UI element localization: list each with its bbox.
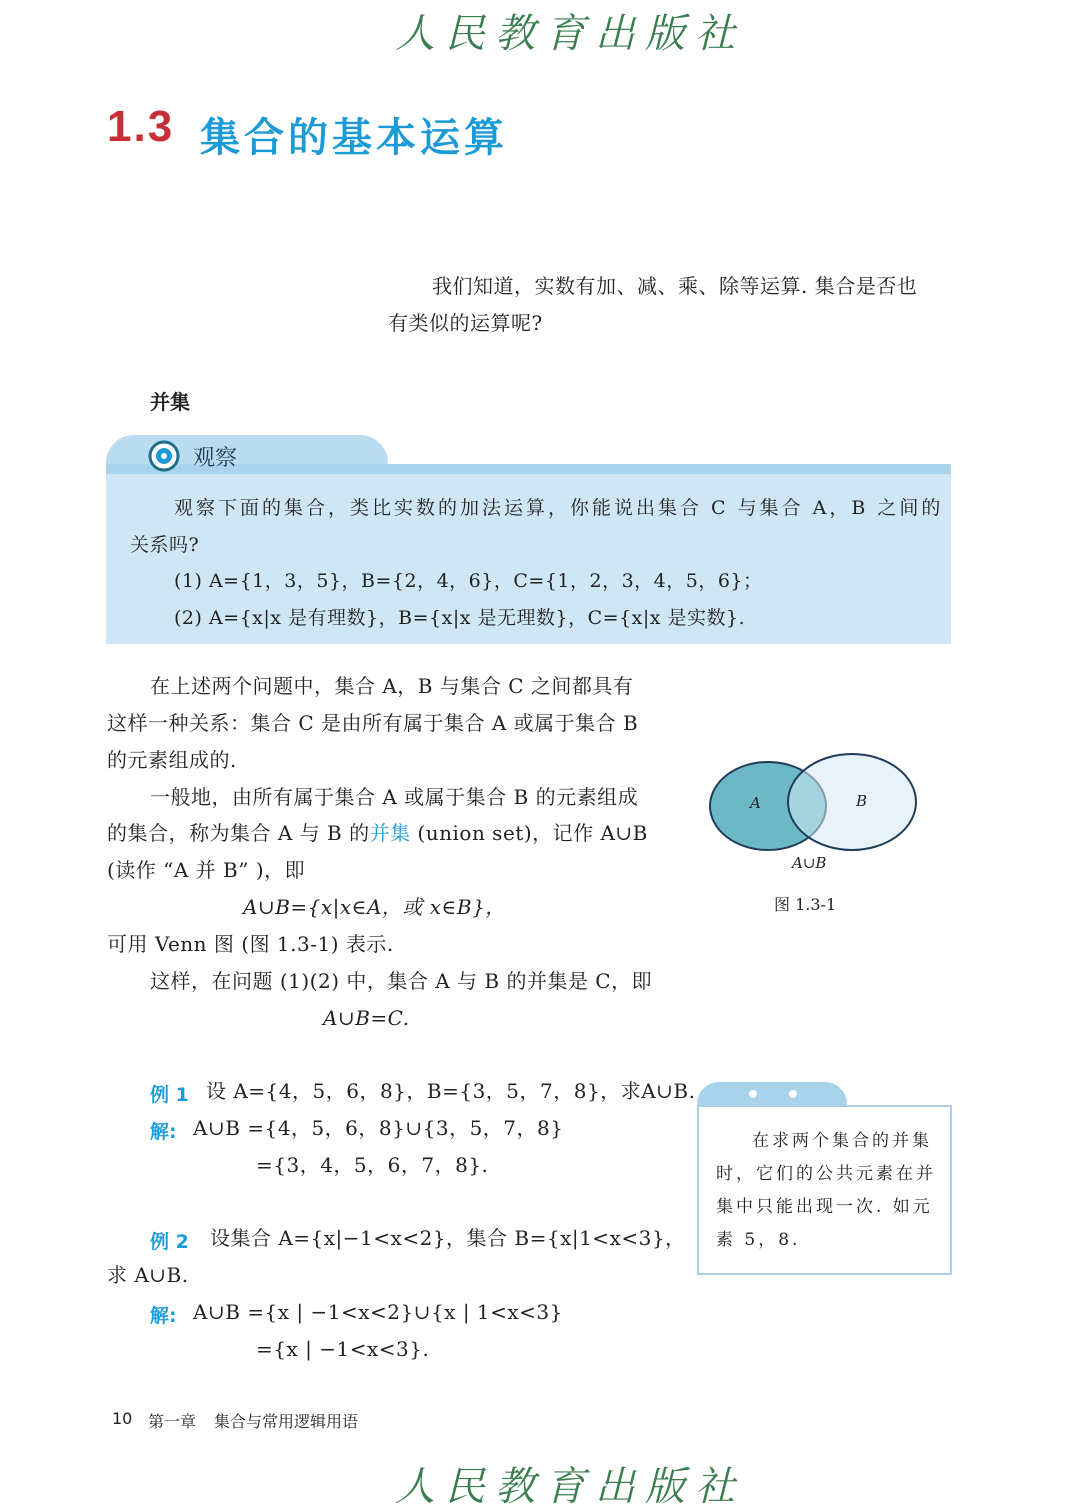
body-p2-line-2-a: 的集合，称为集合 A 与 B 的 [107, 821, 370, 845]
union-definition-formula: A∪B={x|x∈A，或 x∈B}， [243, 895, 506, 919]
example-2-solution-label: 解: [150, 1305, 177, 1327]
example-2-solution-line-2: ={x | −1<x<3}. [256, 1337, 430, 1361]
note-line-3: 集中只能出现一次. 如元 [716, 1197, 933, 1217]
venn-union-label: A∪B [792, 854, 827, 872]
note-line-2: 时，它们的公共元素在并 [716, 1164, 936, 1184]
target-icon [148, 440, 180, 472]
intro-line-1: 我们知道，实数有加、减、乘、除等运算. 集合是否也 [432, 274, 918, 298]
union-result-formula: A∪B=C. [323, 1006, 410, 1030]
note-dot-icon [789, 1090, 797, 1098]
example-1-question: 设 A={4，5，6，8}，B={3，5，7，8}，求A∪B. [206, 1079, 696, 1103]
observe-line-1: 观察下面的集合，类比实数的加法运算，你能说出集合 C 与集合 A，B 之间的 [174, 497, 944, 519]
venn-diagram [700, 740, 930, 880]
example-2-solution-line-1: A∪B ={x | −1<x<2}∪{x | 1<x<3} [193, 1300, 563, 1324]
note-dot-icon [749, 1090, 757, 1098]
example-1-solution-line-2: ={3，4，5，6，7，8}. [256, 1153, 489, 1177]
example-1-label: 例 1 [150, 1084, 189, 1106]
section-title: 集合的基本运算 [200, 115, 508, 161]
publisher-watermark-bottom: 人民教育出版社 [395, 1464, 745, 1510]
body-p3: 可用 Venn 图 (图 1.3-1) 表示. [107, 932, 394, 956]
body-p1-line-2: 这样一种关系：集合 C 是由所有属于集合 A 或属于集合 B [107, 711, 639, 735]
observe-item-1: (1) A={1，3，5}，B={2，4，6}，C={1，2，3，4，5，6}； [174, 570, 763, 592]
body-p2-line-2 [107, 815, 648, 852]
body-p2-line-2-b: (union set)，记作 A∪B [410, 821, 648, 845]
body-p2-line-3: (读作 “A 并 B” )，即 [107, 858, 306, 882]
example-1-solution-line-1: A∪B ={4，5，6，8}∪{3，5，7，8} [193, 1116, 564, 1140]
observe-item-2: (2) A={x|x 是有理数}，B={x|x 是无理数}，C={x|x 是实数}. [174, 607, 746, 629]
example-2-question: 设集合 A={x|−1<x<2}，集合 B={x|1<x<3}， [210, 1226, 686, 1250]
chapter-title: 集合与常用逻辑用语 [214, 1412, 359, 1431]
example-2-label: 例 2 [150, 1231, 189, 1253]
venn-set-b [788, 754, 916, 850]
page-number: 10 [112, 1409, 133, 1428]
subsection-heading: 并集 [150, 390, 190, 414]
section-number: 1.3 [107, 102, 175, 151]
body-p4: 这样，在问题 (1)(2) 中，集合 A 与 B 的并集是 C，即 [150, 969, 653, 993]
body-p1-line-1: 在上述两个问题中，集合 A，B 与集合 C 之间都具有 [150, 674, 634, 698]
union-term: 并集 [369, 821, 411, 845]
body-p1-line-3: 的元素组成的. [107, 748, 237, 772]
note-line-4: 素 5，8. [716, 1230, 801, 1250]
figure-caption: 图 1.3-1 [774, 895, 837, 914]
note-line-1: 在求两个集合的并集 [752, 1131, 932, 1151]
example-2-question-line-2: 求 A∪B. [107, 1263, 189, 1287]
chapter-label: 第一章 [148, 1412, 197, 1431]
observe-line-2: 关系吗? [130, 534, 200, 556]
publisher-watermark-top: 人民教育出版社 [395, 11, 745, 57]
observe-label: 观察 [193, 446, 238, 471]
body-p2-line-1: 一般地，由所有属于集合 A 或属于集合 B 的元素组成 [150, 785, 639, 809]
example-1-solution-label: 解: [150, 1121, 177, 1143]
venn-label-b: B [856, 792, 868, 810]
intro-line-2: 有类似的运算呢? [388, 311, 543, 335]
venn-label-a: A [750, 794, 761, 812]
